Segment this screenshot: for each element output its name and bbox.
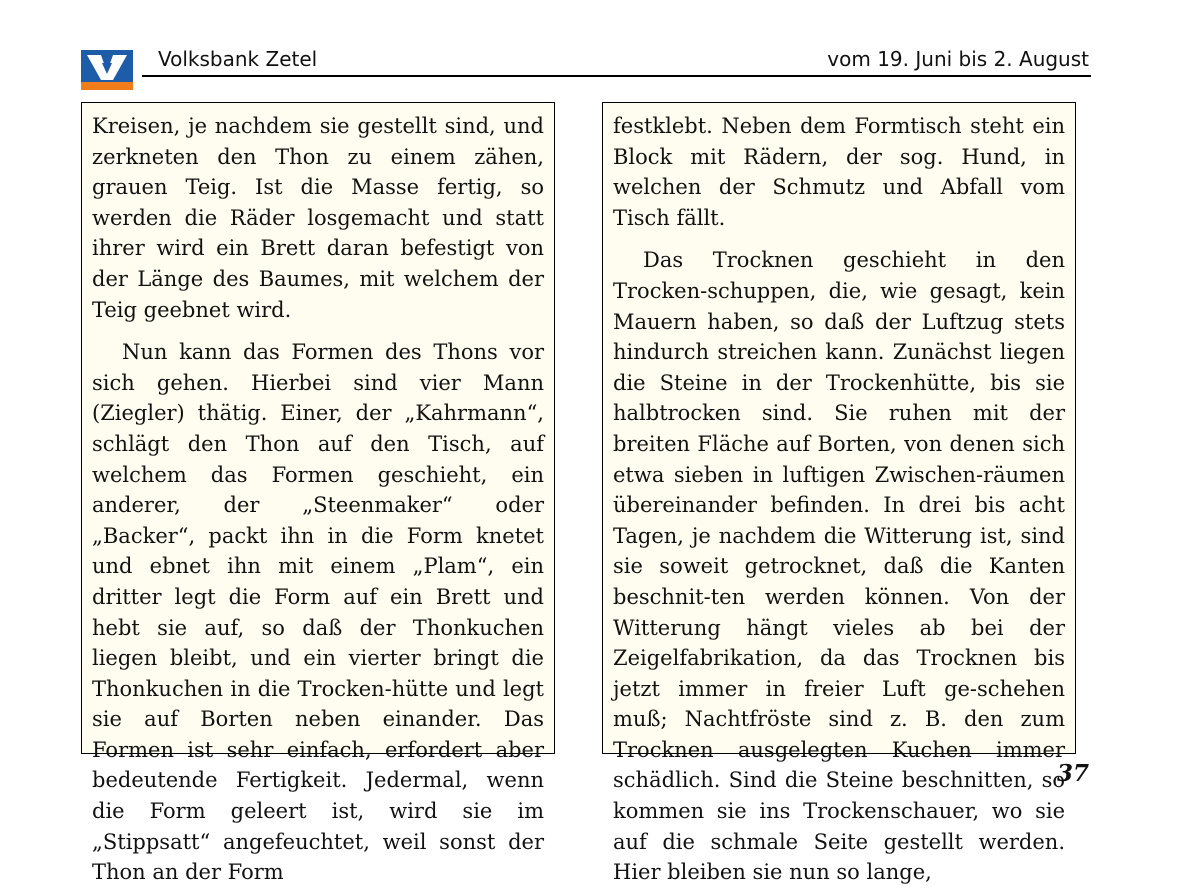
date-range: vom 19. Juni bis 2. August bbox=[827, 47, 1089, 71]
volksbank-logo bbox=[81, 50, 133, 90]
header-divider bbox=[142, 75, 1091, 77]
bank-name: Volksbank Zetel bbox=[158, 47, 318, 71]
paragraph: Nun kann das Formen des Thons vor sich gehen. Hierbei sind vier Mann (Ziegler) thätig. Einer, der „Kahrmann“, schlägt den Thon auf den Tisch, auf welchem das Formen geschieht, ein anderer, der „Steenmaker“ oder „Backer“, packt ihn in die Form knetet und ebnet ihn mit einem „Plam“, ein dritter legt die Form auf ein Brett und hebt sie auf, so daß der Thonkuchen liegen bleibt, und ein vierter bringt die Thonkuchen in die Trocken-hütte und legt sie auf Borten neben einander. Das Formen ist sehr einfach, erfordert aber bedeutende Fertigkeit. Jedermal, wenn die Form geleert ist, wird sie im „Stippsatt“ angefeuchtet, weil sonst der Thon an der Form bbox=[92, 340, 544, 885]
text-column-left bbox=[81, 102, 555, 885]
logo-v-mark-icon bbox=[81, 50, 133, 90]
page-number: 37 bbox=[1056, 760, 1089, 787]
paragraph: festklebt. Neben dem Formtisch steht ein Block mit Rädern, der sog. Hund, in welchen der Schmutz und Abfall vom Tisch fällt. bbox=[613, 114, 1065, 230]
paragraph: Kreisen, je nachdem sie gestellt sind, und zerkneten den Thon zu einem zähen, grauen Teig. Ist die Masse fertig, so werden die Räder losgemacht und statt ihrer wird ein Brett daran befestigt von der Länge des Baumes, mit welchem der Teig geebnet wird. bbox=[92, 114, 544, 322]
paragraph: Das Trocknen geschieht in den Trocken-schuppen, die, wie gesagt, kein Mauern haben, so daß der Luftzug stets hindurch streichen kann. Zunächst liegen die Steine in der Trockenhütte, bis sie halbtrocken sind. Sie ruhen mit der breiten Fläche auf Borten, von denen sich etwa sieben in luftigen Zwischen-räumen übereinander befinden. In drei bis acht Tagen, je nachdem die Witterung ist, sind sie soweit getrocknet, daß die Kanten beschnit-ten werden können. Von der Witterung hängt vieles ab bei der Zeigelfabrikation, da das Trocknen bis jetzt immer in freier Luft ge-schehen muß; Nachtfröste sind z. B. den zum Trocknen ausgelegten Kuchen immer schädlich. Sind die Steine beschnitten, so kommen sie ins Trockenschauer, wo sie auf die schmale Seite gestellt werden. Hier bleiben sie nun so lange, bbox=[613, 248, 1065, 885]
